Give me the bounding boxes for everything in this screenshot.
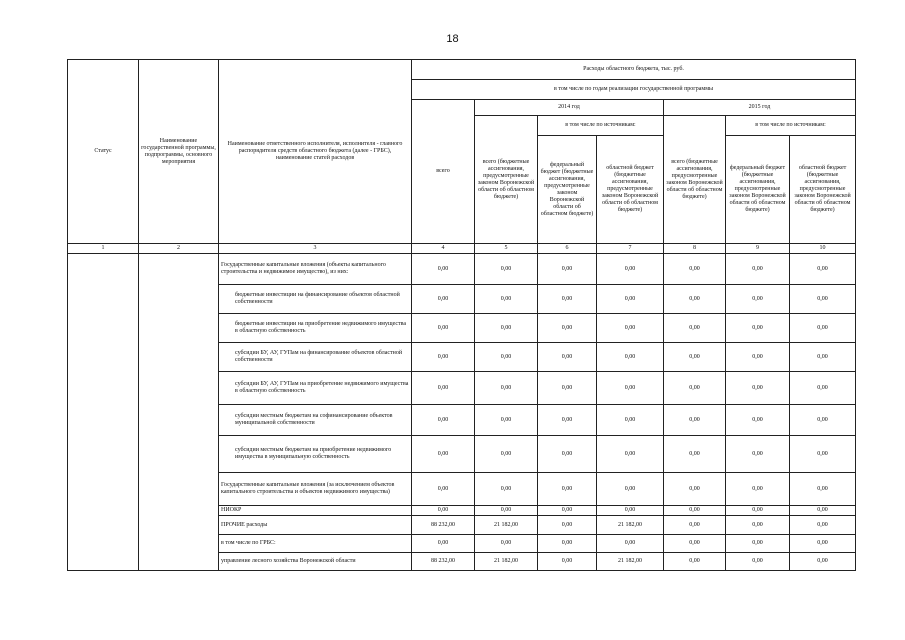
value-cell: 0,00 — [538, 553, 597, 571]
value-cell: 21 182,00 — [475, 516, 538, 535]
value-cell: 0,00 — [538, 405, 597, 436]
value-cell: 0,00 — [412, 372, 475, 405]
header-by-years: в том числе по годам реализации государственной программы — [412, 80, 856, 100]
value-cell: 0,00 — [790, 372, 856, 405]
value-cell: 0,00 — [790, 254, 856, 285]
value-cell: 0,00 — [538, 372, 597, 405]
column-number: 7 — [597, 244, 664, 254]
column-number: 2 — [139, 244, 219, 254]
value-cell: 88 232,00 — [412, 516, 475, 535]
value-cell: 0,00 — [538, 516, 597, 535]
value-cell: 0,00 — [790, 343, 856, 372]
column-number: 3 — [219, 244, 412, 254]
value-cell: 0,00 — [475, 372, 538, 405]
value-cell: 0,00 — [726, 372, 790, 405]
value-cell: 0,00 — [790, 535, 856, 553]
value-cell: 0,00 — [664, 516, 726, 535]
value-cell: 0,00 — [664, 436, 726, 473]
value-cell: 0,00 — [538, 473, 597, 506]
column-number-row — [68, 244, 856, 254]
row-label: управление лесного хозяйства Воронежской области — [219, 553, 412, 571]
value-cell: 0,00 — [412, 285, 475, 314]
value-cell: 0,00 — [475, 254, 538, 285]
value-cell: 0,00 — [597, 506, 664, 516]
row-label: в том числе по ГРБС: — [219, 535, 412, 553]
header-federal-2014: федеральный бюджет (бюджетные ассигнования, предусмотренные законом Воронежской области об областном бюджете) — [538, 136, 597, 244]
value-cell: 0,00 — [597, 405, 664, 436]
value-cell: 0,00 — [475, 314, 538, 343]
value-cell: 0,00 — [597, 473, 664, 506]
column-number: 6 — [538, 244, 597, 254]
row-label: Государственные капитальные вложения (объекты капитального строительства и недвижимое имущество), из них: — [219, 254, 412, 285]
header-regional-2014: областной бюджет (бюджетные ассигнования, предусмотренные законом Воронежской области об областном бюджете) — [597, 136, 664, 244]
value-cell: 0,00 — [475, 535, 538, 553]
value-cell: 0,00 — [664, 285, 726, 314]
header-status: Статус — [68, 60, 139, 244]
value-cell: 0,00 — [597, 372, 664, 405]
value-cell: 0,00 — [538, 535, 597, 553]
value-cell: 0,00 — [412, 535, 475, 553]
value-cell: 0,00 — [790, 506, 856, 516]
value-cell: 88 232,00 — [412, 553, 475, 571]
value-cell: 0,00 — [790, 285, 856, 314]
value-cell: 0,00 — [790, 405, 856, 436]
value-cell: 0,00 — [412, 506, 475, 516]
value-cell: 0,00 — [726, 254, 790, 285]
value-cell: 21 182,00 — [597, 516, 664, 535]
program-name-cell — [139, 254, 219, 571]
header-year-2014: 2014 год — [475, 100, 664, 116]
column-number: 9 — [726, 244, 790, 254]
value-cell: 21 182,00 — [597, 553, 664, 571]
row-label: бюджетные инвестиции на приобретение недвижимого имущества в областную собственность — [219, 314, 412, 343]
table-row — [68, 254, 856, 285]
header-executor: Наименование ответственного исполнителя, исполнителя - главного распорядителя средств областного бюджета (далее - ГРБС), наименование статей расходов — [219, 60, 412, 244]
value-cell: 0,00 — [726, 285, 790, 314]
budget-table — [67, 59, 856, 571]
value-cell: 0,00 — [726, 473, 790, 506]
page-number: 18 — [446, 33, 459, 45]
value-cell: 0,00 — [597, 285, 664, 314]
value-cell: 0,00 — [726, 535, 790, 553]
value-cell: 0,00 — [412, 436, 475, 473]
value-cell: 0,00 — [597, 314, 664, 343]
value-cell: 0,00 — [538, 314, 597, 343]
value-cell: 0,00 — [726, 506, 790, 516]
value-cell: 0,00 — [412, 314, 475, 343]
header-regional-2015: областной бюджет (бюджетные ассигнования, предусмотренные законом Воронежской области об областном бюджете) — [790, 136, 856, 244]
value-cell: 0,00 — [726, 516, 790, 535]
value-cell: 0,00 — [664, 405, 726, 436]
value-cell: 0,00 — [726, 314, 790, 343]
row-label: бюджетные инвестиции на финансирование объектов областной собственности — [219, 285, 412, 314]
header-year-2015: 2015 год — [664, 100, 856, 116]
value-cell: 0,00 — [538, 343, 597, 372]
value-cell: 0,00 — [664, 254, 726, 285]
column-number: 4 — [412, 244, 475, 254]
value-cell: 0,00 — [664, 506, 726, 516]
value-cell: 0,00 — [538, 254, 597, 285]
row-label: субсидии БУ, АУ, ГУПам на приобретение недвижимого имущества в областную собственность — [219, 372, 412, 405]
header-federal-2015: федеральный бюджет (бюджетные ассигнования, предусмотренные законом Воронежской области об областном бюджете) — [726, 136, 790, 244]
value-cell: 0,00 — [538, 506, 597, 516]
value-cell: 0,00 — [412, 254, 475, 285]
value-cell: 0,00 — [664, 473, 726, 506]
value-cell: 0,00 — [726, 436, 790, 473]
row-label: ПРОЧИЕ расходы — [219, 516, 412, 535]
header-by-sources-2014: в том числе по источникам: — [538, 116, 664, 136]
value-cell: 0,00 — [475, 436, 538, 473]
row-label: субсидии БУ, АУ, ГУПам на финансирование объектов областной собственности — [219, 343, 412, 372]
value-cell: 0,00 — [412, 343, 475, 372]
value-cell: 0,00 — [597, 436, 664, 473]
value-cell: 0,00 — [726, 553, 790, 571]
value-cell: 0,00 — [538, 285, 597, 314]
value-cell: 0,00 — [790, 436, 856, 473]
column-number: 10 — [790, 244, 856, 254]
value-cell: 0,00 — [475, 506, 538, 516]
row-label: НИОКР — [219, 506, 412, 516]
column-number: 8 — [664, 244, 726, 254]
header-program-name: Наименование государственной программы, подпрограммы, основного мероприятия — [139, 60, 219, 244]
value-cell: 0,00 — [597, 254, 664, 285]
header-total-2015: всего (бюджетные ассигнования, предусмотренные законом Воронежской области об областном бюджете) — [664, 116, 726, 244]
value-cell: 0,00 — [412, 473, 475, 506]
row-label: субсидии местным бюджетам на приобретение недвижимого имущества в муниципальную собственность — [219, 436, 412, 473]
column-number: 1 — [68, 244, 139, 254]
header-total-2014: всего (бюджетные ассигнования, предусмотренные законом Воронежской области об областном бюджете) — [475, 116, 538, 244]
value-cell: 0,00 — [475, 285, 538, 314]
value-cell: 0,00 — [790, 553, 856, 571]
status-cell — [68, 254, 139, 571]
value-cell: 0,00 — [412, 405, 475, 436]
value-cell: 0,00 — [475, 473, 538, 506]
header-by-sources-2015: в том числе по источникам: — [726, 116, 856, 136]
value-cell: 0,00 — [664, 553, 726, 571]
value-cell: 0,00 — [475, 343, 538, 372]
value-cell: 0,00 — [597, 343, 664, 372]
column-number: 5 — [475, 244, 538, 254]
value-cell: 0,00 — [726, 343, 790, 372]
header-total: всего — [412, 100, 475, 244]
value-cell: 0,00 — [597, 535, 664, 553]
header-expenses: Расходы областного бюджета, тыс. руб. — [412, 60, 856, 80]
value-cell: 0,00 — [726, 405, 790, 436]
value-cell: 0,00 — [664, 372, 726, 405]
value-cell: 21 182,00 — [475, 553, 538, 571]
value-cell: 0,00 — [664, 314, 726, 343]
value-cell: 0,00 — [664, 535, 726, 553]
row-label: Государственные капитальные вложения (за исключением объектов капитального строительства и объектов недвижимого имущества) — [219, 473, 412, 506]
row-label: субсидии местным бюджетам на софинансирование объектов муниципальной собственности — [219, 405, 412, 436]
value-cell: 0,00 — [664, 343, 726, 372]
value-cell: 0,00 — [790, 473, 856, 506]
value-cell: 0,00 — [790, 516, 856, 535]
value-cell: 0,00 — [790, 314, 856, 343]
value-cell: 0,00 — [475, 405, 538, 436]
value-cell: 0,00 — [538, 436, 597, 473]
